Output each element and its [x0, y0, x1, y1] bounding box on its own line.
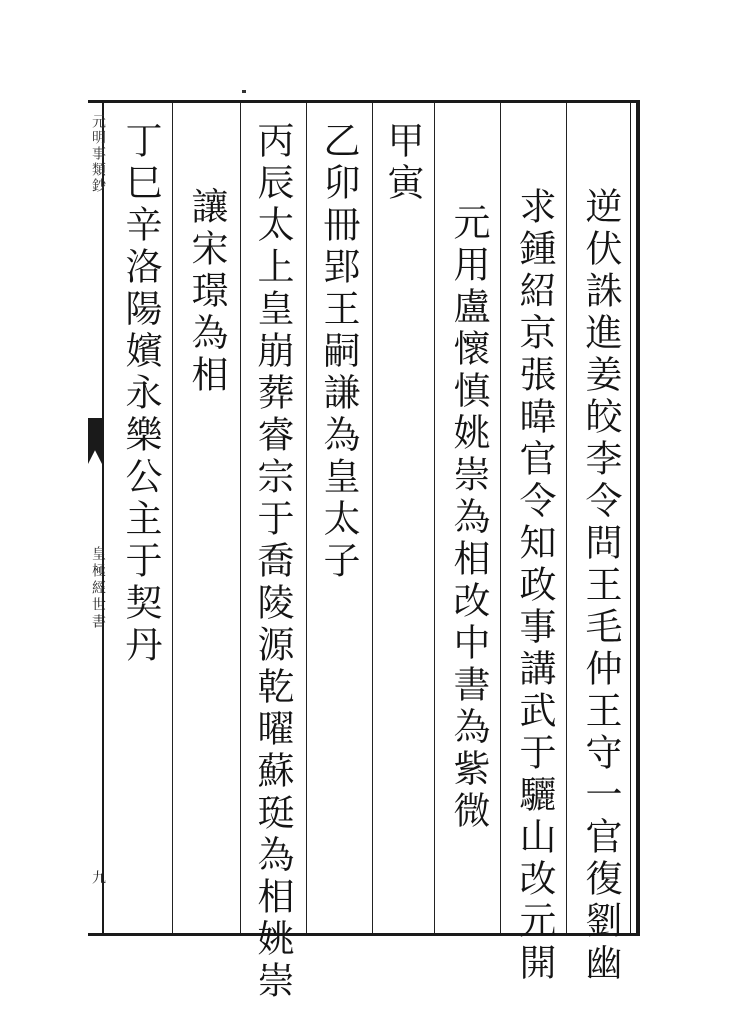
column-rule	[372, 103, 373, 933]
text-frame	[88, 100, 640, 1003]
text-column-7: 讓宋璟為相	[185, 187, 228, 397]
text-column-5: 乙卯冊郢王嗣謙為皇太子	[317, 121, 360, 583]
text-column-8: 丁巳辛洛陽嬪永樂公主于契丹	[119, 121, 162, 667]
margin-page-number: 九	[90, 870, 106, 884]
column-rule	[306, 103, 307, 933]
margin-book-name: 皇極經世書	[90, 546, 106, 631]
column-rule	[500, 103, 501, 933]
text-column-6: 丙辰太上皇崩葬睿宗于喬陵源乾曜蘇珽為相姚崇	[251, 121, 294, 1003]
ink-speck	[242, 90, 246, 93]
column-rule	[240, 103, 241, 933]
text-column-4: 甲寅	[381, 121, 424, 205]
text-column-1: 逆伏誅進姜皎李令問王毛仲王守一官復劉幽	[579, 187, 622, 985]
text-column-3: 元用盧懷慎姚崇為相改中書為紫微	[447, 203, 490, 833]
column-rule	[172, 103, 173, 933]
margin-title: 元明事類鈔	[90, 114, 106, 194]
column-rule	[434, 103, 435, 933]
text-column-2: 求鍾紹京張暐官令知政事講武于驪山改元開	[513, 187, 556, 985]
column-rule	[566, 103, 567, 933]
